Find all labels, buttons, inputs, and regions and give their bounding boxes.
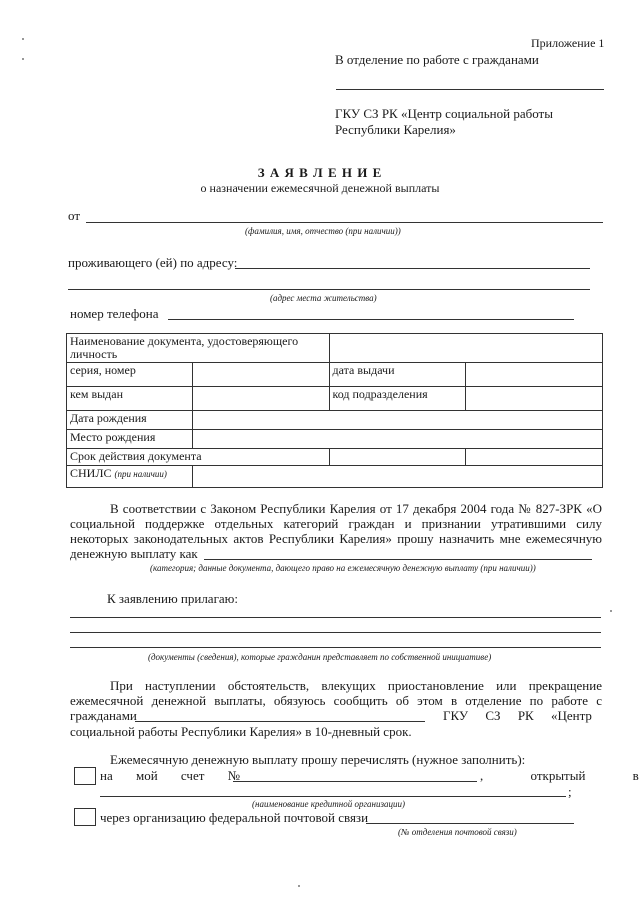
full-name-field[interactable] bbox=[86, 222, 603, 223]
validity-label: Срок действия документа bbox=[67, 449, 330, 466]
birth-place-value[interactable] bbox=[192, 430, 602, 449]
obligation-line3b: ГКУ СЗ РК «Центр bbox=[443, 708, 592, 723]
post-office-option: через организацию федеральной почтовой связи bbox=[100, 810, 369, 825]
bank-caption: (наименование кредитной организации) bbox=[252, 799, 405, 809]
division-code-value[interactable] bbox=[466, 387, 603, 411]
birth-place-label: Место рождения bbox=[67, 430, 193, 449]
issued-by-label: кем выдан bbox=[67, 387, 193, 411]
payment-intro: Ежемесячную денежную выплату прошу перечислять (нужное заполнить): bbox=[110, 752, 526, 767]
document-subtitle: о назначении ежемесячной денежной выплаты bbox=[200, 181, 440, 195]
bank-account-option: на мой счет № bbox=[100, 768, 241, 783]
bank-name-field[interactable] bbox=[100, 796, 566, 797]
phone-label: номер телефона bbox=[70, 306, 159, 321]
law-paragraph-line2: социальной поддержке отдельных категорий граждан и признании утратившими силу bbox=[70, 516, 602, 531]
law-paragraph-line4: денежную выплату как bbox=[70, 546, 198, 561]
attachments-field-2[interactable] bbox=[70, 632, 601, 633]
issue-date-label: дата выдачи bbox=[329, 363, 466, 387]
post-office-caption: (№ отделения почтовой связи) bbox=[398, 827, 517, 837]
law-paragraph bbox=[70, 501, 602, 546]
series-number-value[interactable] bbox=[192, 363, 329, 387]
obligation-line3a: гражданами bbox=[70, 708, 137, 723]
obligation-paragraph bbox=[70, 678, 602, 708]
doc-name-label: Наименование документа, удостоверяющего личность bbox=[67, 334, 330, 363]
from-label: от bbox=[68, 208, 81, 223]
attachments-field-1[interactable] bbox=[70, 617, 601, 618]
validity-extra[interactable] bbox=[466, 449, 603, 466]
snils-label-cell bbox=[67, 466, 193, 488]
snils-note: (при наличии) bbox=[114, 469, 167, 479]
attachments-caption: (документы (сведения), которые гражданин представляет по собственной инициативе) bbox=[148, 652, 492, 662]
identity-document-table bbox=[66, 333, 603, 488]
to-department: В отделение по работе с гражданами bbox=[335, 52, 539, 67]
bank-account-option-suffix: , открытый в bbox=[480, 768, 639, 783]
snils-label: СНИЛС bbox=[70, 466, 112, 480]
scan-speck bbox=[610, 610, 612, 612]
post-office-number-field[interactable] bbox=[366, 823, 574, 824]
obligation-line4: социальной работы Республики Карелия» в 10-дневный срок. bbox=[70, 724, 412, 739]
bank-account-checkbox[interactable] bbox=[74, 767, 96, 785]
appendix-label: Приложение 1 bbox=[531, 36, 605, 50]
address-field-2[interactable] bbox=[68, 289, 590, 290]
scan-speck bbox=[22, 58, 24, 60]
organization-line1: ГКУ СЗ РК «Центр социальной работы bbox=[335, 106, 553, 121]
address-caption: (адрес места жительства) bbox=[270, 293, 377, 303]
doc-name-value[interactable] bbox=[329, 334, 602, 363]
address-field-1[interactable] bbox=[235, 268, 590, 269]
organization-line2: Республики Карелия» bbox=[335, 122, 456, 137]
scan-speck bbox=[298, 885, 300, 887]
category-caption: (категория; данные документа, дающего право на ежемесячную денежную выплату (при наличии)) bbox=[150, 563, 536, 573]
department-blank-line[interactable] bbox=[336, 89, 604, 90]
birth-date-value[interactable] bbox=[192, 411, 602, 430]
address-label: проживающего (ей) по адресу: bbox=[68, 255, 238, 270]
birth-date-label: Дата рождения bbox=[67, 411, 193, 430]
full-name-caption: (фамилия, имя, отчество (при наличии)) bbox=[245, 226, 401, 236]
department-field[interactable] bbox=[135, 721, 425, 722]
phone-field[interactable] bbox=[168, 319, 574, 320]
issued-by-value[interactable] bbox=[192, 387, 329, 411]
obligation-line2: ежемесячной денежной выплаты, обязуюсь сообщить об этом в отделение по работе с bbox=[70, 693, 602, 708]
law-paragraph-line3: некоторых законодательных актов Республики Карелия» прошу назначить мне ежемесячную bbox=[70, 531, 602, 546]
post-office-checkbox[interactable] bbox=[74, 808, 96, 826]
bank-name-semicolon: ; bbox=[568, 784, 572, 799]
scan-speck bbox=[22, 38, 24, 40]
obligation-line1: При наступлении обстоятельств, влекущих приостановление или прекращение bbox=[110, 678, 602, 693]
division-code-label: код подразделения bbox=[329, 387, 466, 411]
series-number-label: серия, номер bbox=[67, 363, 193, 387]
document-title: З А Я В Л Е Н И Е bbox=[257, 165, 383, 180]
attachments-field-3[interactable] bbox=[70, 647, 601, 648]
law-paragraph-line1: В соответствии с Законом Республики Карелия от 17 декабря 2004 года № 827-ЗРК «О bbox=[110, 501, 602, 516]
account-number-field[interactable] bbox=[233, 781, 477, 782]
attachments-label: К заявлению прилагаю: bbox=[107, 591, 239, 606]
category-field[interactable] bbox=[204, 559, 592, 560]
validity-value[interactable] bbox=[329, 449, 466, 466]
issue-date-value[interactable] bbox=[466, 363, 603, 387]
snils-value[interactable] bbox=[192, 466, 602, 488]
